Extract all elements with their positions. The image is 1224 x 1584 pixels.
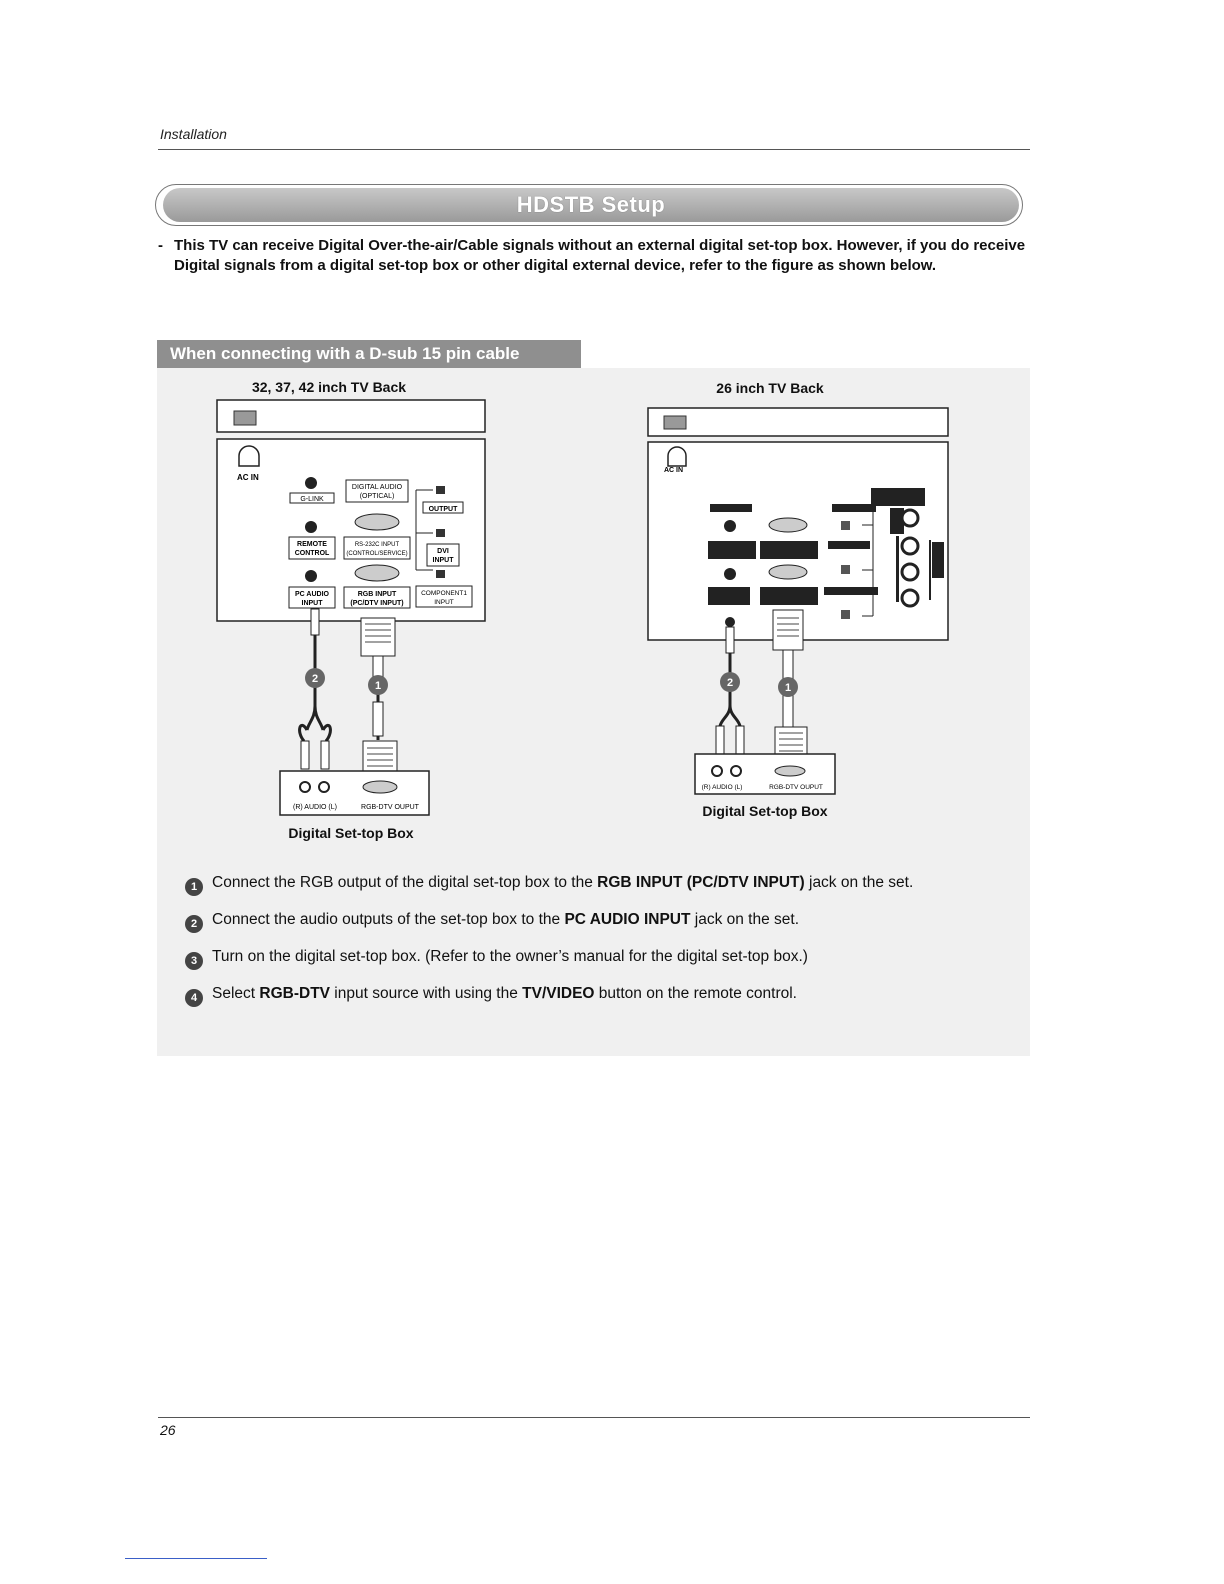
right-connection-diagram (640, 400, 960, 830)
step-4: 4 Select RGB-DTV input source with using the TV/VIDEO button on the remote control. (185, 985, 797, 1007)
svg-text:2: 2 (311, 673, 319, 685)
rgb-label-1: RGB INPUT (357, 591, 397, 598)
tv26-output-label (832, 504, 876, 512)
rgb-port (355, 565, 399, 581)
output-label: OUTPUT (428, 506, 458, 513)
running-header: Installation (160, 126, 227, 142)
pc-audio-jack (305, 570, 317, 582)
intro-text: This TV can receive Digital Over-the-air/Cable signals without an external digital set-top box. However, if you do receive Digital signals from a digital set-top box or other digital external device, refer to the figure as shown below. (174, 237, 1026, 274)
svg-text:1: 1 (374, 680, 382, 692)
step-3: 3 Turn on the digital set-top box. (Refer to the owner’s manual for the digital set-top box.) (185, 948, 808, 970)
audio-plug-r (301, 741, 309, 769)
tv26-glink-label (710, 504, 752, 512)
audio-plug-top (311, 609, 319, 635)
dvi-label-2: INPUT (432, 557, 454, 564)
header-rule (158, 149, 1030, 150)
section-title: When connecting with a D-sub 15 pin cable (157, 340, 581, 368)
remote-jack (305, 521, 317, 533)
pc-audio-label-1: PC AUDIO (295, 591, 329, 598)
tv26-ac-in-label: AC IN (664, 467, 684, 474)
tv26-digital-audio-label (871, 488, 925, 506)
tv26-component-label (824, 587, 878, 595)
remote-label-1: REMOTE (297, 541, 327, 548)
dvi-label-1: DVI (437, 548, 449, 555)
output-jack (436, 486, 445, 494)
step-1: 1 Connect the RGB output of the digital set-top box to the RGB INPUT (PC/DTV INPUT) jack on the set. (185, 874, 913, 896)
left-stb-caption: Digital Set-top Box (288, 825, 414, 841)
step-3-number: 3 (185, 952, 203, 970)
tv-vent-icon (234, 411, 256, 425)
step-2-number: 2 (185, 915, 203, 933)
stb-audio-label: (R) AUDIO (L) (293, 804, 337, 811)
g-link-jack (305, 477, 317, 489)
tv26-stb-rgb-label: RGB-DTV OUPUT (769, 784, 823, 791)
tv26-top-strip (648, 408, 948, 436)
intro-paragraph (158, 236, 1030, 276)
tv26-rgb-label (760, 587, 818, 605)
page-title: HDSTB Setup (163, 188, 1019, 222)
g-link-label: G-LINK (300, 496, 324, 503)
step-4-number: 4 (185, 989, 203, 1007)
component-jack (436, 570, 445, 578)
page-number: 26 (160, 1422, 176, 1438)
intro-dash: - (158, 237, 163, 254)
svg-text:2: 2 (726, 677, 734, 689)
footer-rule (158, 1417, 1030, 1418)
audio-plug-l (321, 741, 329, 769)
edge-line (125, 1558, 267, 1559)
remote-label-2: CONTROL (294, 550, 330, 557)
tv26-rs232-label (760, 541, 818, 559)
tv26-remote-label (708, 541, 756, 559)
step-1-number: 1 (185, 878, 203, 896)
component-label-1: COMPONENT1 (421, 590, 467, 597)
rs232-port (355, 514, 399, 530)
tv26-stb-audio-label: (R) AUDIO (L) (701, 784, 743, 791)
rs232-label-1: RS-232C INPUT (354, 542, 400, 548)
tv26-dvi-label (828, 541, 870, 549)
ac-in-label: AC IN (237, 473, 259, 482)
dvi-jack (436, 529, 445, 537)
stb-rgb-label: RGB-DTV OUPUT (361, 804, 419, 811)
right-stb-caption: Digital Set-top Box (702, 803, 828, 819)
pc-audio-label-2: INPUT (301, 600, 323, 607)
right-diagram-caption: 26 inch TV Back (716, 380, 824, 396)
left-diagram-caption: 32, 37, 42 inch TV Back (251, 379, 407, 395)
digital-audio-label-1: DIGITAL AUDIO (351, 484, 403, 491)
component-label-2: INPUT (434, 599, 454, 606)
tv-top-strip (217, 400, 485, 432)
rgb-label-2: (PC/DTV INPUT) (350, 600, 404, 607)
tv26-pc-audio-label (708, 587, 750, 605)
svg-text:1: 1 (784, 682, 792, 694)
left-connection-diagram (210, 396, 500, 826)
rs232-label-2: (CONTROL/SERVICE) (346, 551, 408, 557)
step-2: 2 Connect the audio outputs of the set-top box to the PC AUDIO INPUT jack on the set. (185, 911, 799, 933)
digital-audio-label-2: (OPTICAL) (359, 493, 395, 500)
